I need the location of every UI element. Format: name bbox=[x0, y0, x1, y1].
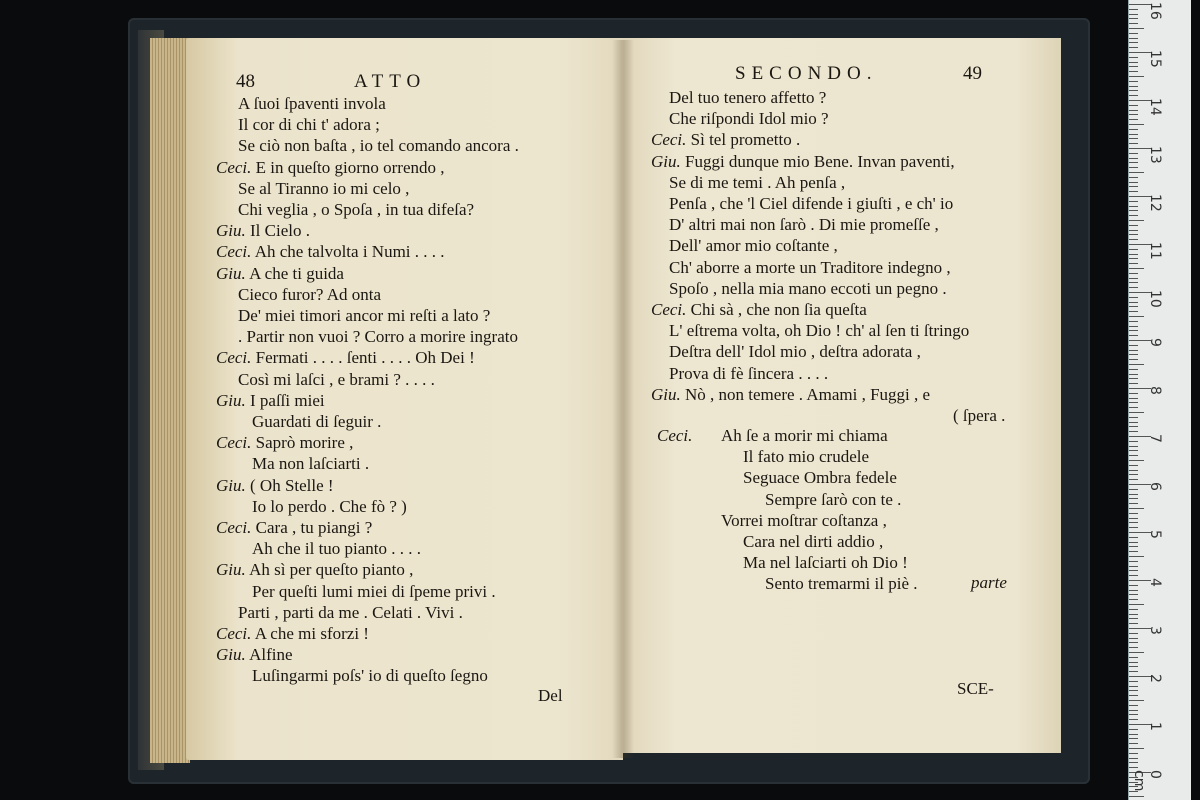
verse-text: Chi veglia , o Spoſa , in tua difeſa? bbox=[238, 200, 475, 219]
verse-text: Così mi laſci , e brami ? . . . . bbox=[238, 369, 435, 389]
verse-text: Saprò morire , bbox=[255, 433, 354, 453]
ruler-number: 4 bbox=[1147, 578, 1163, 587]
ruler-number: 6 bbox=[1147, 482, 1163, 491]
ruler-tick bbox=[1129, 114, 1138, 115]
ruler-tick bbox=[1129, 671, 1138, 672]
book-gutter bbox=[612, 40, 634, 758]
verse-line bbox=[216, 264, 344, 284]
verse-text: Fermati . . . . ſenti . . . . Oh Dei ! bbox=[255, 348, 475, 368]
speaker-label: Ceci. bbox=[216, 157, 252, 177]
ruler-tick bbox=[1129, 18, 1138, 19]
ruler-tick bbox=[1129, 700, 1144, 701]
verse-line bbox=[669, 342, 921, 362]
ruler-tick bbox=[1129, 762, 1138, 763]
ruler-tick bbox=[1129, 431, 1138, 432]
ruler-number: 2 bbox=[1147, 674, 1163, 683]
ruler-number: 8 bbox=[1147, 386, 1163, 395]
ruler-tick bbox=[1129, 566, 1138, 567]
ruler-tick bbox=[1129, 273, 1138, 274]
verse-text: Il cor di chi t' adora ; bbox=[238, 115, 380, 135]
verse-text: Ch' aborre a morte un Traditore indegno , bbox=[669, 257, 951, 277]
ruler-tick bbox=[1129, 513, 1138, 514]
verse-text: Vorrei moſtrar coſtanza , bbox=[721, 510, 887, 530]
ruler-tick bbox=[1129, 230, 1138, 231]
ruler-tick bbox=[1129, 690, 1138, 691]
verse-line bbox=[216, 221, 310, 241]
ruler-number: 14 bbox=[1147, 98, 1163, 116]
verse-text: L' eſtrema volta, oh Dio ! ch' al ſen ti ſtringo bbox=[669, 321, 970, 341]
ruler-tick bbox=[1129, 537, 1138, 538]
verse-line bbox=[651, 300, 867, 320]
ruler-tick bbox=[1129, 758, 1138, 759]
ruler-tick bbox=[1129, 33, 1138, 34]
verse-text: Seguace Ombra fedele bbox=[743, 468, 897, 488]
ruler-tick bbox=[1129, 623, 1138, 624]
speaker-label: Ceci. bbox=[216, 433, 252, 453]
ruler-tick bbox=[1129, 470, 1138, 471]
verse-line bbox=[238, 179, 409, 199]
ruler-tick bbox=[1129, 575, 1138, 576]
ruler-tick bbox=[1129, 119, 1138, 120]
ruler-tick bbox=[1129, 321, 1138, 322]
ruler-tick bbox=[1129, 652, 1144, 653]
ruler-tick bbox=[1129, 268, 1144, 269]
running-head-right: SECONDO. bbox=[735, 63, 878, 84]
ruler-tick bbox=[1129, 446, 1138, 447]
ruler-tick bbox=[1129, 402, 1138, 403]
verse-line bbox=[651, 130, 800, 150]
verse-line bbox=[252, 497, 407, 517]
verse-line bbox=[669, 321, 969, 341]
ruler-tick bbox=[1129, 316, 1144, 317]
verse-text: A ſuoi ſpaventi invola bbox=[238, 94, 386, 113]
ruler-tick bbox=[1129, 570, 1138, 571]
ruler-tick bbox=[1129, 542, 1138, 543]
left-page bbox=[186, 38, 623, 760]
ruler-tick bbox=[1129, 527, 1138, 528]
ruler-tick bbox=[1129, 369, 1138, 370]
verse-text: Dell' amor mio coſtante , bbox=[669, 236, 838, 256]
ruler-tick bbox=[1129, 350, 1138, 351]
ruler-tick bbox=[1129, 23, 1138, 24]
verse-text: Sì tel prometto . bbox=[690, 130, 801, 150]
ruler-number: 16 bbox=[1147, 2, 1163, 20]
ruler-tick bbox=[1129, 695, 1138, 696]
ruler-tick bbox=[1129, 302, 1138, 303]
verse-line bbox=[238, 94, 386, 114]
ruler-tick bbox=[1129, 407, 1138, 408]
verse-line bbox=[669, 88, 826, 108]
ruler-tick bbox=[1129, 618, 1138, 619]
verse-text: Cara nel dirti addio , bbox=[743, 532, 884, 551]
verse-line bbox=[238, 327, 518, 347]
ruler-tick bbox=[1129, 642, 1138, 643]
ruler-number: 5 bbox=[1147, 530, 1163, 539]
verse-line bbox=[216, 560, 413, 580]
verse-line bbox=[238, 115, 380, 135]
verse-text: Prova di fè ſincera . . . . bbox=[669, 363, 829, 383]
ruler-tick bbox=[1129, 604, 1144, 605]
ruler-tick bbox=[1129, 215, 1138, 216]
ruler-tick bbox=[1129, 311, 1138, 312]
ruler-tick bbox=[1129, 393, 1138, 394]
speaker-label: Ceci. bbox=[216, 242, 252, 262]
page-number-right: 49 bbox=[963, 63, 982, 84]
speaker-label: Ceci. bbox=[216, 518, 252, 537]
ruler-tick bbox=[1129, 734, 1138, 735]
right-page bbox=[623, 38, 1061, 753]
verse-line bbox=[216, 518, 372, 538]
ruler-tick bbox=[1129, 239, 1138, 240]
verse-line bbox=[669, 279, 947, 299]
ruler-tick bbox=[1129, 710, 1138, 711]
ruler-tick bbox=[1129, 498, 1138, 499]
verse-text: Deſtra dell' Idol mio , deſtra adorata , bbox=[669, 342, 921, 362]
verse-line bbox=[669, 236, 838, 256]
ruler-tick bbox=[1129, 417, 1138, 418]
ruler-tick bbox=[1129, 450, 1138, 451]
ruler-tick bbox=[1129, 182, 1138, 183]
ruler-tick bbox=[1129, 335, 1138, 336]
ruler-tick bbox=[1129, 748, 1144, 749]
ruler-tick bbox=[1129, 326, 1138, 327]
ruler-tick bbox=[1129, 90, 1138, 91]
speaker-label: Ceci. bbox=[651, 130, 687, 150]
verse-line bbox=[651, 152, 955, 172]
ruler-tick bbox=[1129, 191, 1138, 192]
ruler-tick bbox=[1129, 714, 1138, 715]
verse-line bbox=[669, 194, 953, 214]
ruler-tick bbox=[1129, 167, 1138, 168]
verse-text: Per queſti lumi miei di ſpeme privi . bbox=[252, 581, 496, 601]
verse-line bbox=[216, 348, 475, 368]
ruler-tick bbox=[1129, 28, 1144, 29]
ruler-tick bbox=[1129, 729, 1138, 730]
ruler-tick bbox=[1129, 460, 1144, 461]
verse-line bbox=[238, 370, 435, 390]
verse-line bbox=[216, 624, 369, 644]
ruler-tick bbox=[1129, 71, 1138, 72]
ruler-number: 11 bbox=[1147, 242, 1163, 260]
verse-text: Ah sì per queſto pianto , bbox=[249, 560, 414, 580]
verse-line bbox=[669, 173, 845, 193]
ruler-tick bbox=[1129, 633, 1138, 634]
verse-text: A che ti guida bbox=[249, 263, 344, 283]
ruler-tick bbox=[1129, 686, 1138, 687]
verse-text: Nò , non temere . Amami , Fuggi , e bbox=[685, 384, 931, 404]
verse-line bbox=[216, 645, 293, 665]
verse-text: Spoſo , nella mia mano eccoti un pegno . bbox=[669, 278, 947, 298]
ruler-tick bbox=[1129, 609, 1138, 610]
verse-text: Ah che talvolta i Numi . . . . bbox=[254, 242, 445, 262]
ruler-tick bbox=[1129, 134, 1138, 135]
ruler-tick bbox=[1129, 585, 1138, 586]
verse-line bbox=[238, 136, 519, 156]
ruler-tick bbox=[1129, 599, 1138, 600]
verse-line bbox=[252, 666, 488, 686]
verse-line bbox=[238, 285, 381, 305]
ruler-tick bbox=[1129, 129, 1138, 130]
ruler-tick bbox=[1129, 9, 1138, 10]
verse-line bbox=[216, 391, 325, 411]
verse-text: Luſingarmi poſs' io di queſto ſegno bbox=[252, 666, 488, 686]
ruler-tick bbox=[1129, 225, 1138, 226]
verse-text: D' altri mai non ſarò . Di mie promeſſe , bbox=[669, 215, 939, 235]
ruler-tick bbox=[1129, 455, 1138, 456]
aria-speaker: Ceci. bbox=[657, 426, 693, 445]
ruler-tick bbox=[1129, 412, 1144, 413]
ruler-tick bbox=[1129, 254, 1138, 255]
verse-line bbox=[216, 433, 353, 453]
verse-text: Sempre ſarò con te . bbox=[765, 489, 902, 509]
ruler-tick bbox=[1129, 153, 1138, 154]
ruler-tick bbox=[1129, 86, 1138, 87]
speaker-label: Ceci. bbox=[216, 348, 252, 368]
ruler-tick bbox=[1129, 465, 1138, 466]
measurement-ruler bbox=[1128, 0, 1191, 800]
ruler-tick bbox=[1129, 177, 1138, 178]
verse-text: De' miei timori ancor mi reſti a lato ? bbox=[238, 306, 491, 325]
aria-line bbox=[765, 574, 918, 594]
ruler-tick bbox=[1129, 110, 1138, 111]
verse-text: Il fato mio crudele bbox=[743, 447, 870, 467]
ruler-tick bbox=[1129, 66, 1138, 67]
verse-line bbox=[252, 454, 369, 474]
ruler-tick bbox=[1129, 594, 1138, 595]
ruler-tick bbox=[1129, 220, 1144, 221]
ruler-number: 7 bbox=[1147, 434, 1163, 443]
aria-line bbox=[743, 532, 883, 552]
ruler-tick bbox=[1129, 206, 1138, 207]
catchword-right: SCE- bbox=[957, 679, 994, 698]
ruler-number: 1 bbox=[1147, 722, 1163, 731]
aria-line bbox=[743, 468, 897, 488]
verse-text: Se di me temi . Ah penſa , bbox=[669, 172, 846, 192]
ruler-tick bbox=[1129, 503, 1138, 504]
ruler-tick bbox=[1129, 162, 1138, 163]
verse-line bbox=[238, 306, 490, 326]
speaker-label: Ceci. bbox=[216, 624, 252, 643]
ruler-tick bbox=[1129, 441, 1138, 442]
ruler-tick bbox=[1129, 705, 1138, 706]
verse-text: Fuggi dunque mio Bene. Invan paventi, bbox=[685, 151, 955, 171]
ruler-tick bbox=[1129, 614, 1138, 615]
ruler-tick bbox=[1129, 556, 1144, 557]
verse-text: Ma nel laſciarti oh Dio ! bbox=[743, 553, 908, 573]
ruler-tick bbox=[1129, 42, 1138, 43]
ruler-number: 0 cm bbox=[1131, 770, 1163, 792]
speaker-label: Giu. bbox=[651, 151, 681, 171]
verse-text: Il Cielo . bbox=[250, 221, 310, 241]
page-number-left: 48 bbox=[236, 71, 255, 92]
verse-text: Se ciò non baſta , io tel comando ancora . bbox=[238, 136, 519, 156]
aria-line bbox=[743, 553, 908, 573]
ruler-tick bbox=[1129, 354, 1138, 355]
verse-line bbox=[238, 200, 474, 220]
ruler-tick bbox=[1129, 143, 1138, 144]
verse-text: Del tuo tenero affetto ? bbox=[669, 88, 827, 107]
verse-text: I paſſi miei bbox=[250, 390, 325, 410]
ruler-tick bbox=[1129, 124, 1144, 125]
verse-text: Penſa , che 'l Ciel difende i giuſti , e ch' io bbox=[669, 194, 954, 213]
speaker-label: Giu. bbox=[216, 475, 246, 495]
verse-line bbox=[669, 215, 939, 235]
verse-line bbox=[252, 582, 496, 602]
ruler-tick bbox=[1129, 489, 1138, 490]
ruler-tick bbox=[1129, 681, 1138, 682]
ruler-tick bbox=[1129, 278, 1138, 279]
ruler-tick bbox=[1129, 383, 1138, 384]
verse-text: A che mi sforzi ! bbox=[254, 624, 369, 643]
ruler-tick bbox=[1129, 378, 1138, 379]
verse-line bbox=[252, 412, 381, 432]
ruler-number: 15 bbox=[1147, 50, 1163, 68]
aria-line bbox=[765, 490, 901, 510]
ruler-tick bbox=[1129, 518, 1138, 519]
ruler-tick bbox=[1129, 345, 1138, 346]
ruler-tick bbox=[1129, 426, 1138, 427]
ruler-tick bbox=[1129, 81, 1138, 82]
ruler-tick bbox=[1129, 494, 1138, 495]
ruler-tick bbox=[1129, 306, 1138, 307]
verse-text: Ah che il tuo pianto . . . . bbox=[252, 539, 422, 559]
ruler-tick bbox=[1129, 105, 1138, 106]
verse-text: Alfine bbox=[249, 645, 293, 665]
ruler-tick bbox=[1129, 258, 1138, 259]
verse-text: Che riſpondi Idol mio ? bbox=[669, 109, 829, 129]
verse-line bbox=[669, 258, 951, 278]
speaker-label: Giu. bbox=[216, 645, 246, 665]
ruler-tick bbox=[1129, 738, 1138, 739]
verse-line bbox=[216, 476, 334, 496]
ruler-tick bbox=[1129, 282, 1138, 283]
verse-text: ( Oh Stelle ! bbox=[250, 475, 334, 495]
ruler-tick bbox=[1129, 590, 1138, 591]
speaker-label: Giu. bbox=[651, 384, 681, 404]
ruler-tick bbox=[1129, 186, 1138, 187]
ruler-tick bbox=[1129, 38, 1138, 39]
verse-text: Cieco furor? Ad onta bbox=[238, 284, 382, 304]
verse-line bbox=[669, 109, 829, 129]
verse-text: Ah ſe a morir mi chiama bbox=[721, 426, 888, 445]
ruler-tick bbox=[1129, 249, 1138, 250]
speaker-label: Giu. bbox=[216, 263, 246, 283]
ruler-tick bbox=[1129, 474, 1138, 475]
ruler-number: 13 bbox=[1147, 146, 1163, 164]
ruler-tick bbox=[1129, 14, 1138, 15]
verse-line bbox=[216, 242, 445, 262]
verse-line bbox=[216, 158, 445, 178]
ruler-tick bbox=[1129, 287, 1138, 288]
ruler-tick bbox=[1129, 508, 1144, 509]
verse-text: Cara , tu piangi ? bbox=[255, 518, 373, 537]
ruler-tick bbox=[1129, 561, 1138, 562]
running-head-left: ATTO bbox=[354, 71, 427, 92]
ruler-tick bbox=[1129, 719, 1138, 720]
ruler-tick bbox=[1129, 753, 1138, 754]
ruler-tick bbox=[1129, 398, 1138, 399]
ruler-tick bbox=[1129, 158, 1138, 159]
speaker-label: Giu. bbox=[216, 221, 246, 241]
speaker-label: Giu. bbox=[216, 390, 246, 410]
ruler-tick bbox=[1129, 76, 1144, 77]
verse-line bbox=[651, 385, 930, 405]
ruler-tick bbox=[1129, 662, 1138, 663]
ruler-tick bbox=[1129, 47, 1138, 48]
verse-text: Guardati di ſeguir . bbox=[252, 412, 382, 431]
ruler-tick bbox=[1129, 374, 1138, 375]
ruler-tick bbox=[1129, 546, 1138, 547]
ruler-tick bbox=[1129, 138, 1138, 139]
ruler-tick bbox=[1129, 657, 1138, 658]
verse-text: . Partir non vuoi ? Corro a morire ingrato bbox=[238, 327, 518, 347]
ruler-tick bbox=[1129, 364, 1144, 365]
speaker-label: Giu. bbox=[216, 560, 246, 580]
ruler-tick bbox=[1129, 647, 1138, 648]
ruler-tick bbox=[1129, 172, 1144, 173]
ruler-number: 9 bbox=[1147, 338, 1163, 347]
ruler-number: 12 bbox=[1147, 194, 1163, 212]
ruler-tick bbox=[1129, 95, 1138, 96]
page-edges bbox=[150, 38, 190, 763]
ruler-tick bbox=[1129, 767, 1138, 768]
verse-text: Chi sà , che non ſia queſta bbox=[690, 300, 867, 319]
ruler-tick bbox=[1129, 551, 1138, 552]
ruler-tick bbox=[1129, 666, 1138, 667]
ruler-tick bbox=[1129, 743, 1138, 744]
ruler-tick bbox=[1129, 359, 1138, 360]
ruler-tick bbox=[1129, 522, 1138, 523]
verse-line bbox=[252, 539, 421, 559]
verse-line bbox=[953, 406, 1005, 426]
ruler-tick bbox=[1129, 297, 1138, 298]
aria-line bbox=[721, 511, 887, 531]
ruler-tick bbox=[1129, 330, 1138, 331]
ruler-tick bbox=[1129, 201, 1138, 202]
ruler-number: 3 bbox=[1147, 626, 1163, 635]
verse-text: E in queſto giorno orrendo , bbox=[255, 157, 445, 177]
speaker-label: Ceci. bbox=[651, 300, 687, 319]
verse-line bbox=[238, 603, 463, 623]
ruler-tick bbox=[1129, 57, 1138, 58]
ruler-tick bbox=[1129, 210, 1138, 211]
ruler-tick bbox=[1129, 62, 1138, 63]
verse-text: Se al Tiranno io mi celo , bbox=[238, 178, 410, 198]
verse-text: Parti , parti da me . Celati . Vivi . bbox=[238, 602, 463, 622]
verse-text: ( ſpera . bbox=[953, 406, 1006, 425]
exit-direction: parte bbox=[971, 573, 1007, 592]
ruler-tick bbox=[1129, 263, 1138, 264]
ruler-tick bbox=[1129, 638, 1138, 639]
verse-text: Io lo perdo . Che fò ? ) bbox=[252, 496, 407, 516]
aria-line bbox=[743, 447, 869, 467]
ruler-tick bbox=[1129, 422, 1138, 423]
ruler-tick bbox=[1129, 234, 1138, 235]
ruler-tick bbox=[1129, 479, 1138, 480]
verse-text: Ma non laſciarti . bbox=[252, 454, 370, 474]
ruler-number: 10 bbox=[1147, 290, 1163, 308]
aria-line bbox=[721, 426, 888, 446]
verse-text: Sento tremarmi il piè . bbox=[765, 574, 918, 594]
catchword-left: Del bbox=[538, 686, 563, 705]
verse-line bbox=[669, 364, 828, 384]
